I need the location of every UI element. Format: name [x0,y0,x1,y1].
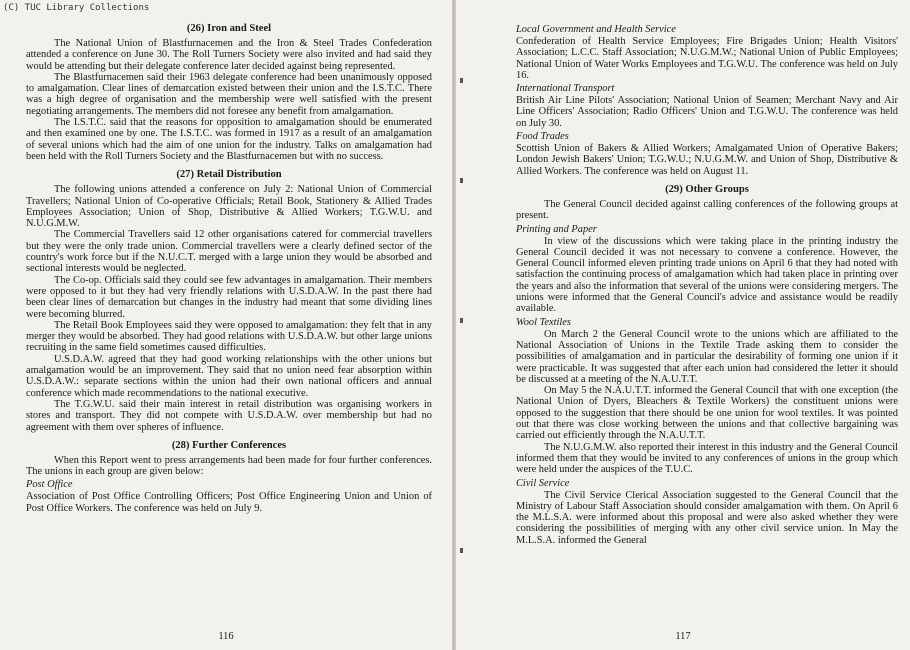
section-heading: (29) Other Groups [665,183,749,195]
subsection-title: International Transport [516,83,615,95]
margin-mark [460,318,463,323]
left-page [0,0,452,650]
group-food-trades [516,131,898,177]
section-further-conferences [26,439,432,514]
paragraph: The General Council decided against calling conferences of the following groups at present. [516,198,898,222]
subsection-title: Food Trades [516,131,569,143]
page-number: 116 [218,631,234,642]
paragraph: On March 2 the General Council wrote to the unions which are affiliated to the National Association of Unions in the Textile Trade asking them to consider the possibilities of amalgamation and in particular the desirability of forming one union if it were practicable. It was suggested that after each union had considered the letter it should be discussed at a meeting of the N.A.U.T.T. [516,328,898,385]
paragraph: The Retail Book Employees said they were opposed to amalgamation: they felt that in any merger they would be absorbed. They had good relations with U.S.D.A.W. but other large unions recruiting in the same field sometimes caused difficulties. [26,319,432,354]
paragraph: The Civil Service Clerical Association suggested to the General Council that the Ministry of Labour Staff Association should consider amalgamation with them. On April 6 the M.L.S.A. were informed about this proposal and were also asked whether they were considering the possibilities of merging with any other civil service union. In May the M.L.S.A. informed the General [516,489,898,546]
paragraph: In view of the discussions which were taking place in the printing industry the General Council decided it was not necessary to convene a conference. However, the General Council informed eleven printing trade unions on April 6 that they had noted with satisfaction the continuing process of amalgamation which had taken place in printing over the years and also the information that several of the unions were considering mergers. The unions were informed that the General Council's advice and assistance would be readily available. [516,235,898,315]
margin-mark [460,548,463,553]
paragraph: The T.G.W.U. said their main interest in retail distribution was organising workers in stores and transport. They did not compete with U.S.D.A.W. over membership but had no agreement with them over spheres of influence. [26,398,432,433]
section-iron-steel [26,22,432,162]
paragraph: Confederation of Health Service Employees; Fire Brigades Union; Health Visitors' Association; L.C.C. Staff Association; N.U.G.M.W.; National Union of Public Employees; National Union of Water Works Employees and T.G.W.U. The conference was held on July 16. [516,36,898,81]
page-number: 117 [675,631,691,642]
watermark: (C) TUC Library Collections [3,3,150,13]
group-international-transport [516,83,898,129]
section-retail-distribution [26,168,432,433]
subsection-title: Civil Service [516,477,570,489]
right-page [456,0,910,650]
margin-mark [460,78,463,83]
subsection-title: Printing and Paper [516,223,597,235]
subsection-title: Local Government and Health Service [516,24,676,35]
paragraph: U.S.D.A.W. agreed that they had good working relationships with the other unions but amalgamation would be an improvement. They said that no union need fear absorption within U.S.D.A.W.: separate sections within the union had their own national officers and annual conference which made recommendations to the national executive. [26,353,432,399]
section-other-groups [516,183,898,546]
section-heading: (27) Retail Distribution [176,169,282,181]
paragraph: The Co-op. Officials said they could see few advantages in amalgamation. Their members were opposed to it but they had very friendly relations with U.S.D.A.W. In the past there had been clear lines of demarcation but changes in the industry had meant that some dividing lines were becoming blurred. [26,274,432,320]
paragraph: The I.S.T.C. said that the reasons for opposition to amalgamation should be enumerated and then examined one by one. The I.S.T.C. was formed in 1917 as a result of an amalgamation of several unions which had the aim of one union for the industry. Talks on amalgamation had been held with the Roll Turners Society and the Blastfurnacemen but with no success. [26,117,432,162]
paragraph: When this Report went to press arrangements had been made for four further conferences. The unions in each group are given below: [26,454,432,478]
subsection-title: Post Office [26,479,73,491]
paragraph: On May 5 the N.A.U.T.T. informed the General Council that with one exception (the National Union of Dyers, Bleachers & Textile Workers) the constituent unions were opposed to the suggestion that there should be one union for wool textiles. It was pointed out that there was close working between the unions and that collective bargaining was carried out efficiently through the N.A.U.T.T. [516,385,898,442]
paragraph: Association of Post Office Controlling Officers; Post Office Engineering Union and Union of Post Office Workers. The conference was held on July 9. [26,491,432,514]
section-heading: (26) Iron and Steel [186,23,272,34]
section-heading: (28) Further Conferences [171,439,287,451]
paragraph: The Commercial Travellers said 12 other organisations catered for commercial travellers but they were the only trade union. Commercial travellers were a clearly defined sector of the country's work force but if the N.U.C.T. merged with a large union they would be absorbed and sectional interests would be neglected. [26,229,432,275]
subsection-title: Wool Textiles [516,316,571,328]
margin-mark [460,178,463,183]
paragraph: The Blastfurnacemen said their 1963 delegate conference had been unanimously opposed to amalgamation. Clear lines of demarcation existed between their union and the I.S.T.C. There was a high degree of organisation and the membership were well satisfied with the present negotiating arrangements. The members did not foresee any benefit from amalgamation. [26,71,432,117]
group-local-government [516,24,898,81]
paragraph: The National Union of Blastfurnacemen and the Iron & Steel Trades Confederation attended a conference on June 30. The Roll Turners Society were also invited and had said they would be attending but their delegate conference later decided against being represented. [26,38,432,72]
paragraph: British Air Line Pilots' Association; National Union of Seamen; Merchant Navy and Air Line Officers' Association; Radio Officers' Union and T.G.W.U. The conference was held on July 30. [516,95,898,129]
paragraph: Scottish Union of Bakers & Allied Workers; Amalgamated Union of Operative Bakers; London Jewish Bakers' Union; T.G.W.U.; N.U.G.M.W. and Union of Shop, Distributive & Allied Workers. The conference was held on August 11. [516,143,898,177]
paragraph: The following unions attended a conference on July 2: National Union of Commercial Travellers; National Union of Co-operative Officials; Retail Book, Stationery & Allied Trades Employees Association; Union of Shop, Distributive & Allied Workers; T.G.W.U. and N.U.G.M.W. [26,184,432,230]
paragraph: The N.U.G.M.W. also reported their interest in this industry and the General Council informed them that they would be invited to any conferences of unions in the group which were held under the auspices of the T.U.C. [516,441,898,476]
